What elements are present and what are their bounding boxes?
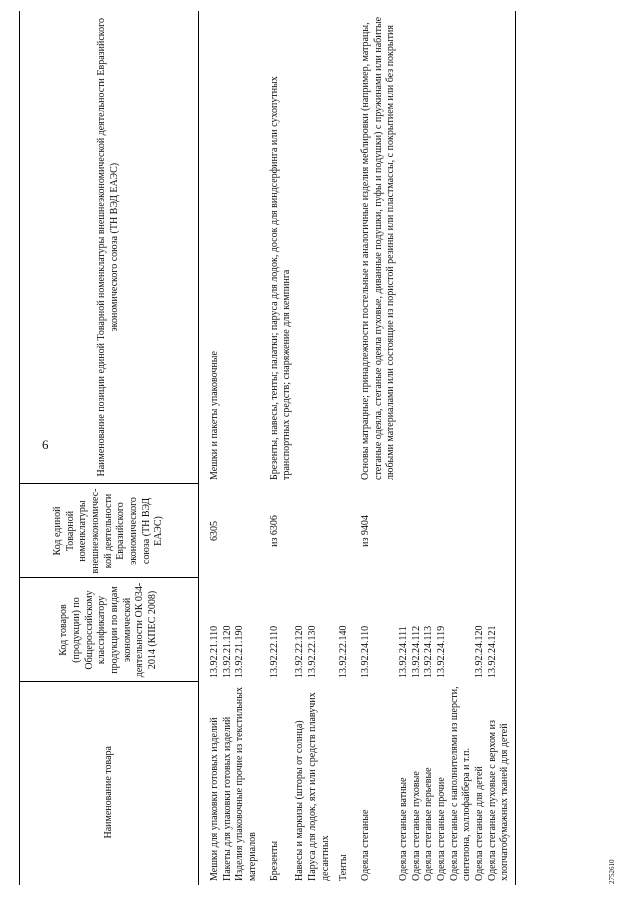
- product-name-cell: Одеяла стеганые перьевые: [423, 767, 435, 881]
- table-row: [332, 11, 351, 885]
- tnved-name-cell: [234, 11, 259, 484]
- okpd2-code-cell: 13.92.24.119: [436, 625, 447, 678]
- table-row: [351, 11, 398, 885]
- tnved-code-cell: [474, 484, 487, 578]
- tnved-name-cell: [474, 11, 487, 484]
- tnved-code-cell: [436, 484, 449, 578]
- product-name-cell: Одеяла стеганые: [359, 809, 371, 881]
- tnved-code-cell: [294, 484, 307, 578]
- table-row: [222, 11, 235, 885]
- table-row: [307, 11, 332, 885]
- tnved-code-cell: 6305: [209, 521, 220, 541]
- okpd2-code-cell: 13.92.24.112: [410, 625, 422, 678]
- tnved-name-cell: [294, 11, 307, 484]
- table-row: [398, 11, 411, 885]
- tnved-code-cell: [487, 484, 516, 578]
- okpd2-code-cell: 13.92.22.110: [268, 625, 280, 678]
- goods-table: [19, 11, 516, 885]
- table-row: [487, 11, 516, 885]
- tnved-name-cell: [332, 11, 351, 484]
- tnved-code-cell: [449, 484, 474, 578]
- tnved-code-cell: [411, 484, 424, 578]
- document-code: 2752610: [608, 859, 616, 884]
- tnved-code-cell: [222, 484, 235, 578]
- product-name-cell: Брезенты: [268, 840, 280, 881]
- tnved-name-cell: [398, 11, 411, 484]
- table-row: [199, 11, 222, 885]
- okpd2-code-cell: 13.92.21.120: [221, 625, 233, 678]
- table-row: [234, 11, 259, 885]
- product-name-cell: Тенты: [338, 854, 350, 881]
- tnved-name-cell: [423, 11, 436, 484]
- tnved-code-cell: [423, 484, 436, 578]
- product-name-cell: Мешки для упаковки готовых изделий: [209, 717, 220, 881]
- product-name-cell: Пакеты для упаковки готовых изделий: [221, 716, 233, 881]
- product-name-cell: Одеяла стеганые для детей: [474, 766, 486, 881]
- tnved-code-cell: [398, 484, 411, 578]
- product-name-cell: Одеяла стеганые пуховые с верхом из хлопчатобумажных тканей для детей: [487, 682, 516, 885]
- tnved-code-cell: [307, 484, 332, 578]
- okpd2-code-cell: 13.92.21.190: [234, 625, 246, 678]
- okpd2-code-cell: 13.92.22.130: [306, 625, 318, 678]
- okpd2-code-cell: 13.92.22.140: [338, 625, 350, 678]
- product-name-cell: Одеяла стеганые прочие: [436, 777, 447, 881]
- okpd2-code-cell: 13.92.21.110: [209, 625, 220, 678]
- tnved-name-cell: [436, 11, 449, 484]
- header-tnved-code: Код единой Товарной номенклатуры внешнеэкономичес-кой деятельности Евразийского экономического союза (ТН ВЭД ЕАЭС): [20, 484, 199, 578]
- product-name-cell: Навесы и маркизы (шторы от солнца): [294, 720, 306, 881]
- page-number: 6: [42, 437, 49, 452]
- tnved-name-cell: Основы матрацные; принадлежности постельные и аналогичные изделия меблировки (например, матрацы, стеганые одеяла, стеганые одеяла пуховые, диванные подушки, пуфы и подушки) с пружинами или набитые любыми материалами или состоящие из пористой резины или пластмассы, с покрытием или без покрытия: [359, 16, 397, 480]
- product-name-cell: Одеяла стеганые ватные: [397, 777, 409, 881]
- okpd2-code-cell: 13.92.24.120: [474, 625, 486, 678]
- product-name-cell: Изделия упаковочные прочие из текстильных материалов: [234, 687, 259, 881]
- header-product-name: Наименование товара: [20, 682, 199, 885]
- tnved-code-cell: [332, 484, 351, 578]
- tnved-name-cell: Брезенты, навесы, тенты; палатки; паруса для лодок, досок для виндсерфинга или сухопутных транспортных средств; снаряжение для кемпинга: [268, 76, 293, 480]
- okpd2-code-cell: 13.92.24.113: [423, 625, 435, 678]
- table-header-row: [20, 11, 199, 885]
- table-row: [423, 11, 436, 885]
- table-row: [260, 11, 294, 885]
- tnved-code-cell: из 6306: [268, 515, 280, 547]
- table-row: [411, 11, 424, 885]
- tnved-code-cell: из 9404: [359, 515, 371, 547]
- tnved-name-cell: [487, 11, 516, 484]
- tnved-name-cell: Мешки и пакеты упаковочные: [209, 351, 220, 480]
- table-row: [449, 11, 474, 885]
- tnved-name-cell: [411, 11, 424, 484]
- okpd2-code-cell: [449, 578, 474, 682]
- product-name-cell: Паруса для лодок, яхт или средств плавучих десантных: [306, 692, 331, 881]
- tnved-code-cell: [234, 484, 259, 578]
- product-name-cell: Одеяла стеганые с наполнителями из шерсти, синтепона, холлофайбера и т.п.: [448, 686, 473, 881]
- okpd2-code-cell: 13.92.24.121: [487, 578, 516, 682]
- tnved-name-cell: [222, 11, 235, 484]
- tnved-name-cell: [307, 11, 332, 484]
- okpd2-code-cell: 13.92.24.110: [359, 625, 371, 678]
- table-row: [436, 11, 449, 885]
- tnved-name-cell: [449, 11, 474, 484]
- okpd2-code-cell: 13.92.22.120: [294, 625, 306, 678]
- product-name-cell: Одеяла стеганые пуховые: [410, 771, 422, 881]
- header-okpd2-code: Код товаров (продукции) по Общероссийскому классификатору продукции по видам экономической деятельности ОК 034-2014 (КПЕС 2008): [20, 578, 199, 682]
- table-row: [474, 11, 487, 885]
- okpd2-code-cell: 13.92.24.111: [397, 626, 409, 678]
- table-row: [294, 11, 307, 885]
- header-tnved-name: Наименование позиции единой Товарной номенклатуры внешнеэкономической деятельности Евразийского экономического союза (ТН ВЭД ЕАЭС): [20, 11, 199, 484]
